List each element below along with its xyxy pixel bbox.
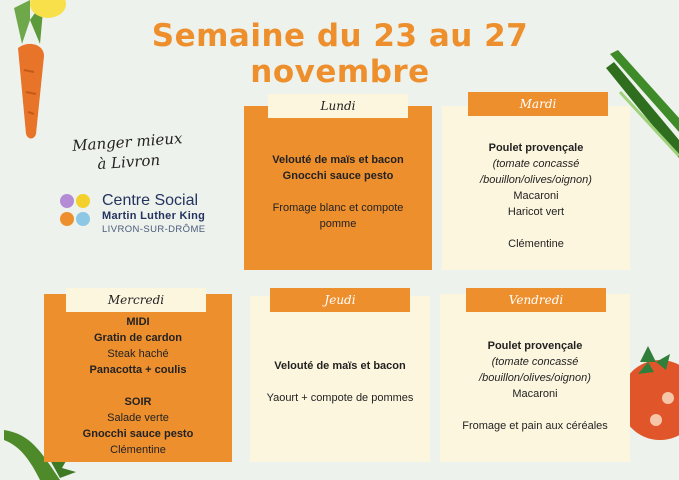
- menu-item: Haricot vert: [507, 206, 565, 218]
- menu-item: Gnocchi sauce pesto: [82, 428, 194, 440]
- menu-item: Salade verte: [107, 412, 169, 424]
- menu-item: pomme: [319, 218, 357, 230]
- centre-social-logo: [60, 192, 210, 238]
- page-title: Semaine du 23 au 27 novembre: [151, 18, 529, 90]
- card-mercredi: [44, 294, 232, 462]
- menu-item: /bouillon/olives/oignon): [480, 174, 592, 186]
- menu-item: Yaourt + compote de pommes: [266, 392, 414, 404]
- menu-item: Velouté de maïs et bacon: [272, 154, 404, 166]
- slogan-line-2: à Livron: [96, 150, 161, 174]
- menu-mardi: [442, 140, 630, 252]
- tab-vendredi: Vendredi: [466, 288, 606, 312]
- menu-item: Clémentine: [508, 238, 564, 250]
- menu-item: (tomate concassé: [492, 158, 580, 170]
- menu-item: Macaroni: [513, 190, 559, 202]
- menu-item: SOIR: [124, 396, 152, 408]
- menu-item: MIDI: [126, 316, 150, 328]
- menu-item: Poulet provençale: [488, 142, 584, 154]
- menu-item: Panacotta + coulis: [89, 364, 187, 376]
- menu-jeudi: [250, 358, 430, 406]
- card-jeudi: [250, 296, 430, 462]
- tab-mardi: Mardi: [468, 92, 608, 116]
- menu-item: Macaroni: [512, 388, 558, 400]
- tab-jeudi: Jeudi: [270, 288, 410, 312]
- slogan-line-1: Manger mieux: [71, 129, 183, 155]
- menu-item: (tomate concassé: [491, 356, 579, 368]
- logo-town: LIVRON-SUR-DRÔME: [102, 224, 206, 235]
- menu-item: Poulet provençale: [487, 340, 583, 352]
- menu-mercredi: [44, 314, 232, 458]
- tab-lundi: Lundi: [268, 94, 408, 118]
- slogan: [61, 127, 195, 176]
- card-lundi: [244, 106, 432, 270]
- card-mardi: [442, 106, 630, 270]
- logo-subtitle: Martin Luther King: [102, 210, 206, 222]
- menu-item: Gratin de cardon: [93, 332, 183, 344]
- menu-item: Fromage et pain aux céréales: [462, 420, 608, 432]
- menu-item: Gnocchi sauce pesto: [282, 170, 394, 182]
- card-vendredi: [440, 294, 630, 462]
- logo-name: Centre Social: [102, 192, 199, 209]
- tab-mercredi: Mercredi: [66, 288, 206, 312]
- menu-vendredi: [440, 338, 630, 434]
- menu-item: Steak haché: [107, 348, 169, 360]
- menu-item: Clémentine: [110, 444, 166, 456]
- menu-lundi: [244, 152, 432, 232]
- logo-mark-icon: [60, 194, 98, 234]
- menu-item: Velouté de maïs et bacon: [274, 360, 406, 372]
- menu-item: /bouillon/olives/oignon): [479, 372, 591, 384]
- menu-item: Fromage blanc et compote: [272, 202, 404, 214]
